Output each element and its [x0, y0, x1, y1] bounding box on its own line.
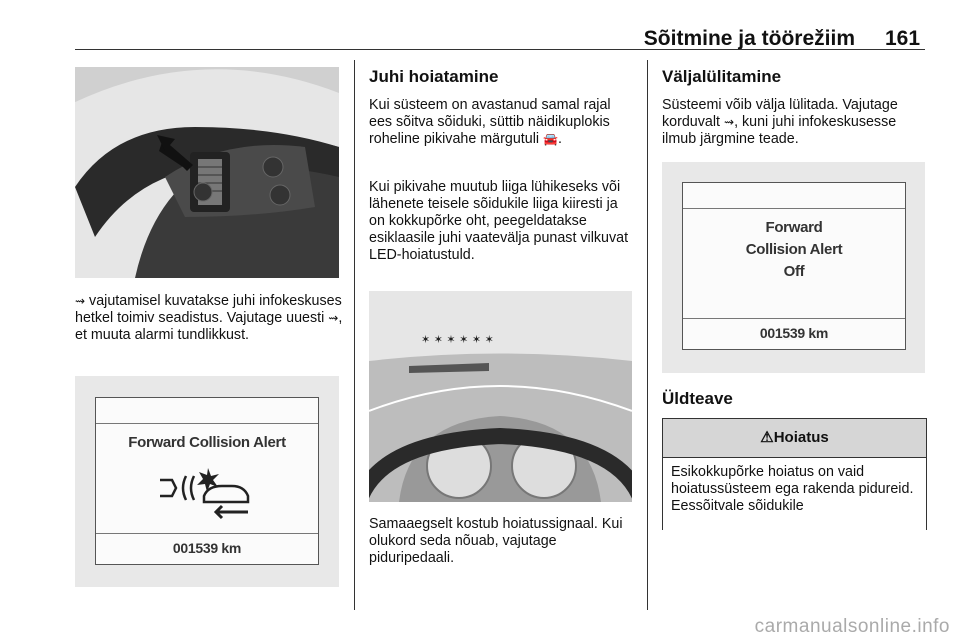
display-bottom-line — [683, 318, 905, 319]
col3-paragraph-1 — [662, 97, 930, 148]
page-header-title: Sõitmine ja töörežiim — [643, 27, 855, 50]
column-divider-2 — [647, 60, 648, 610]
col2-paragraph-1 — [369, 97, 632, 148]
warning-body: Esikokkupõrke hoiatus on vaid hoiatussüsteem ega rakenda pidureid. Eessõitvale sõidukile — [671, 464, 914, 514]
page-number: 161 — [885, 27, 921, 50]
col2-paragraph-2: Kui pikivahe muutub liiga lühikeseks või lähenete teisele sõidukile liiga kiiresti ja on kokkupõrke oht, peegeldatakse esiklaasile juhi vaatevälja punast vilkuvat LED-hoiatustuld. — [369, 179, 629, 263]
col1-text-b: , et muuta alarmi tundlikkust. — [75, 310, 343, 343]
col2-heading: Juhi hoiatamine — [369, 67, 499, 86]
col2-text-a: Kui süsteem on avastanud samal rajal ees sõitva sõiduki, süttib näidikuplokis roheline pikivahe märgutuli — [369, 97, 611, 147]
windshield-figure — [369, 291, 632, 502]
display-top-line — [96, 423, 318, 424]
col3-heading-2: Üldteave — [662, 389, 733, 408]
display-figure-2 — [662, 162, 925, 373]
collision-alert-button-icon: ⇝ — [328, 311, 339, 325]
display-line-2: Collision Alert — [745, 241, 843, 258]
footer-watermark: carmanualsonline.info — [754, 616, 950, 637]
col3-text-b: , kuni juhi infokeskusesse ilmub järgmine teade. — [662, 114, 897, 147]
dashboard-illustration — [369, 291, 632, 502]
display-figure-1 — [75, 376, 339, 587]
car-indicator-icon: 🚘 — [543, 132, 559, 146]
col2-paragraph-3: Samaaegselt kostub hoiatussignaal. Kui olukord seda nõuab, vajutage piduripedaali. — [369, 516, 623, 566]
collision-alert-button-icon: ⇝ — [75, 294, 86, 308]
steering-wheel-illustration — [75, 67, 339, 278]
column-divider-1 — [354, 60, 355, 610]
col1-paragraph — [75, 293, 345, 344]
collision-alert-icon — [152, 460, 262, 520]
display-line-1: Forward — [765, 219, 823, 236]
warning-triangle-glyph: ⚠ — [760, 429, 774, 446]
display-bottom-line — [96, 533, 318, 534]
header-rule — [75, 49, 925, 50]
col3-heading: Väljalülitamine — [662, 67, 782, 86]
display-odometer: 001539 km — [759, 325, 829, 341]
collision-alert-button-icon: ⇝ — [724, 115, 735, 129]
display-line-3: Off — [783, 263, 805, 280]
steering-wheel-figure — [75, 67, 339, 278]
display-odometer: 001539 km — [172, 540, 242, 556]
display-title: Forward Collision Alert — [128, 434, 286, 451]
warning-title: Hoiatus — [773, 429, 829, 446]
col3-text-a: Süsteemi võib välja lülitada. Vajutage korduvalt — [662, 97, 898, 130]
driver-info-display — [95, 397, 319, 565]
display-top-line — [683, 208, 905, 209]
warning-header — [663, 418, 926, 458]
svg-text:✶ ✶ ✶ ✶ ✶ ✶: ✶ ✶ ✶ ✶ ✶ ✶ — [421, 333, 494, 346]
driver-info-display-off — [682, 182, 906, 350]
col2-text-b: . — [558, 131, 562, 147]
warning-box — [662, 418, 927, 530]
col1-text-a: vajutamisel kuvatakse juhi infokeskuses hetkel toimiv seadistus. Vajutage uuesti — [75, 293, 342, 326]
